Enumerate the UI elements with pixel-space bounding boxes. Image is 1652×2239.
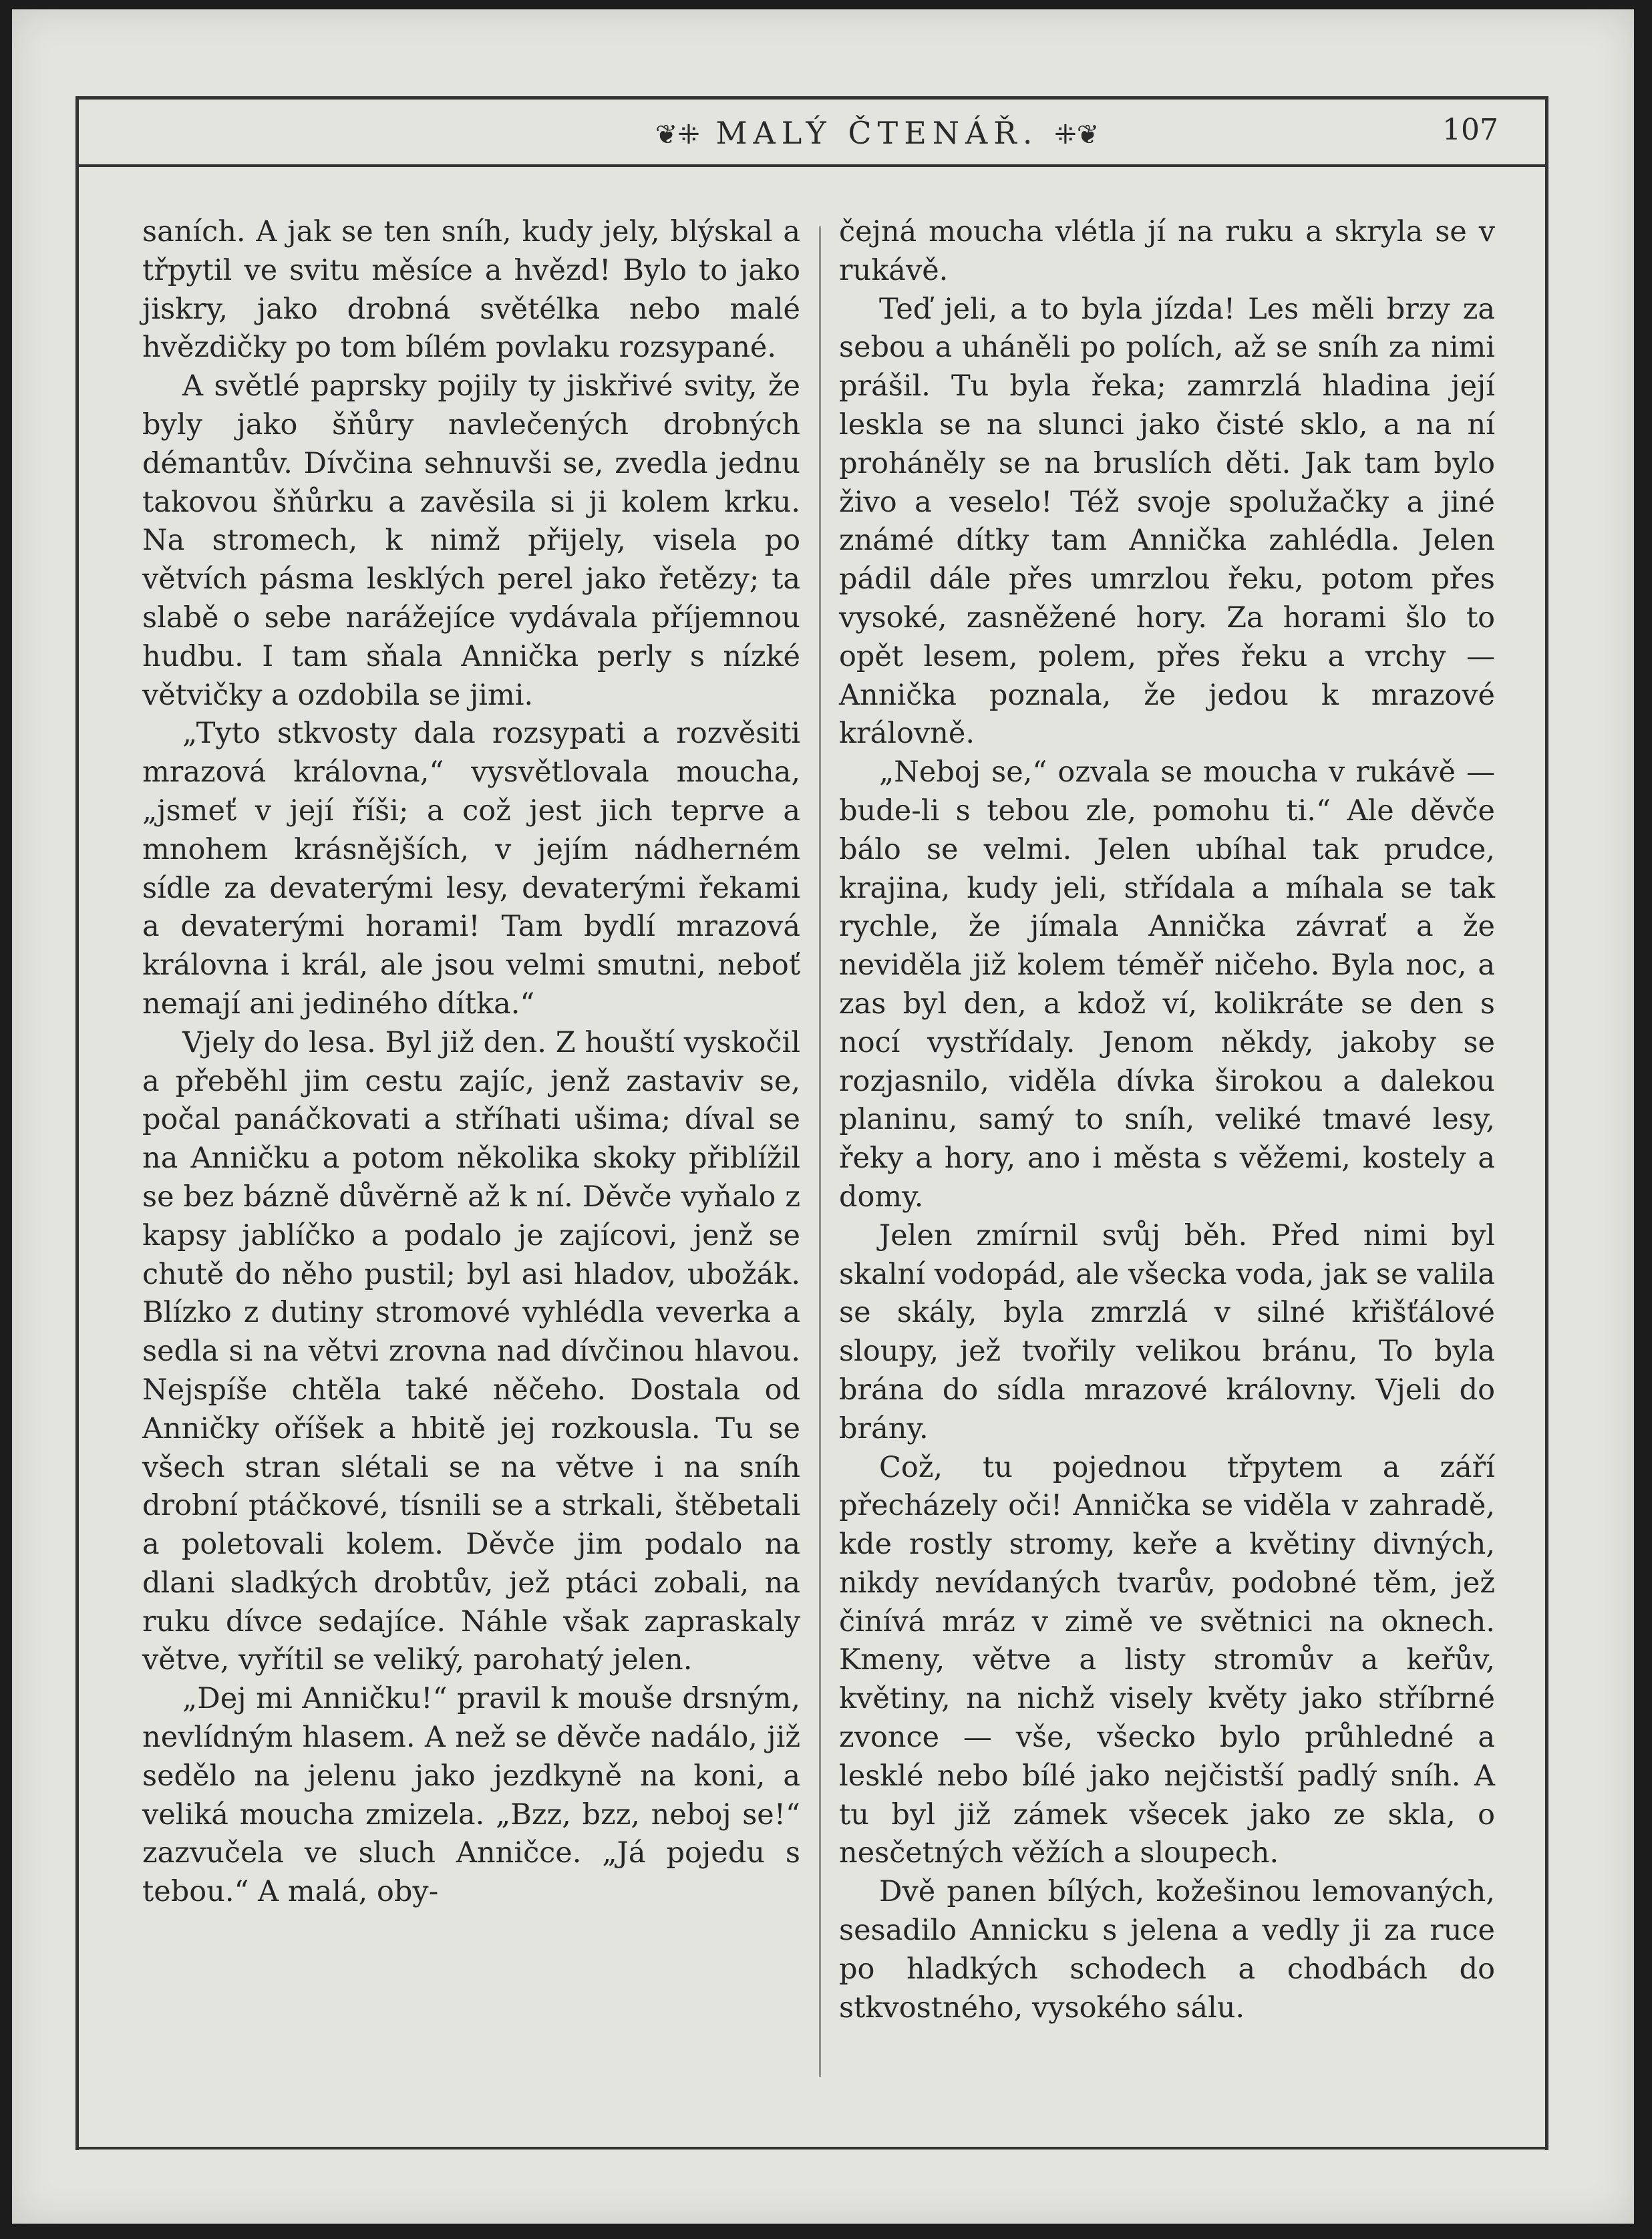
paragraph: saních. A jak se ten sníh, kudy jely, blýskal a třpytil ve svitu měsíce a hvězd! Bylo to jako jiskry, jako drobná světélka nebo malé hvězdičky po tom bílém povlaku rozsypané. bbox=[142, 215, 800, 365]
ornament-left-icon: ❦⁜ bbox=[655, 120, 700, 150]
footer-rule bbox=[75, 2147, 1545, 2149]
page-number: 107 bbox=[1442, 113, 1498, 147]
journal-title bbox=[576, 115, 1178, 151]
ornament-right-icon: ⁜❦ bbox=[1054, 120, 1100, 150]
right-column bbox=[839, 213, 1495, 2027]
scanned-page bbox=[12, 9, 1634, 2224]
paragraph: A světlé paprsky pojily ty jiskřivé svity, že byly jako šňůry navlečených drobných démantův. Dívčina sehnuvši se, zvedla jednu takovou šňůrku a zavěsila si ji kolem krku. Na stromech, k nimž přijely, visela po větvích pásma lesklých perel jako řetězy; ta slabě o sebe narážejíce vydávala příjemnou hudbu. I tam sňala Annička perly s nízké větvičky a ozdobila se jimi. bbox=[142, 369, 800, 712]
paragraph: Jelen zmírnil svůj běh. Před nimi byl skalní vodopád, ale všecka voda, jak se valila se skály, byla zmrzlá v silné křišťálové sloupy, jež tvořily velikou bránu, To byla brána do sídla mrazové královny. Vjeli do brány. bbox=[839, 1218, 1495, 1445]
header-rule bbox=[75, 164, 1545, 167]
paragraph: Vjely do lesa. Byl již den. Z houští vyskočil a přeběhl jim cestu zajíc, jenž zastaviv se, počal panáčkovati a stříhati ušima; díval se na Anničku a potom několika skoky přiblížil se bez bázně důvěrně až k ní. Děvče vyňalo z kapsy jablíčko a podalo je zajícovi, jenž se chutě do něho pustil; byl asi hladov, ubožák. Blízko z dutiny stromové vyhlédla veverka a sedla si na větvi zrovna nad dívčinou hlavou. Nejspíše chtěla také něčeho. Dostala od Anničky oříšek a hbitě jej rozkousla. Tu se všech stran slétali se na větve i na sníh drobní ptáčkové, tísnili se a strkali, štěbetali a poletovali kolem. Děvče jim podalo na dlani sladkých drobtův, jež ptáci zobali, na ruku dívce sedajíce. Náhle však zapraskaly větve, vyřítil se veliký, parohatý jelen. bbox=[142, 1025, 800, 1677]
running-header bbox=[79, 110, 1502, 160]
paragraph: „Dej mi Anničku!“ pravil k mouše drsným, nevlídným hlasem. A než se děvče nadálo, již sedělo na jelenu jako jezdkyně na koni, a veliká moucha zmizela. „Bzz, bzz, neboj se!“ zazvučela ve sluch Anničce. „Já pojedu s tebou.“ A malá, oby- bbox=[142, 1682, 800, 1909]
paragraph: „Neboj se,“ ozvala se moucha v rukávě — bude-li s tebou zle, pomohu ti.“ Ale děvče bálo se velmi. Jelen ubíhal tak prudce, krajina, kudy jeli, střídala a míhala se tak rychle, že jímala Annička závrať a že neviděla již kolem téměř ničeho. Byla noc, a zas byl den, a kdož ví, kolikráte se den s nocí vystřídaly. Jenom někdy, jakoby se rozjasnilo, viděla dívka širokou a dalekou planinu, samý to sníh, veliké tmavé lesy, řeky a hory, ano i města s věžemi, kostely a domy. bbox=[839, 755, 1495, 1214]
paragraph: Dvě panen bílých, kožešinou lemovaných, sesadilo Annicku s jelena a vedly ji za ruce po hladkých schodech a chodbách do stkvostného, vysokého sálu. bbox=[839, 1875, 1495, 2025]
paragraph: „Tyto stkvosty dala rozsypati a rozvěsiti mrazová královna,“ vysvětlovala moucha, „jsmeť v její říši; a což jest jich teprve a mnohem krásnějších, v jejím nádherném sídle za devaterými lesy, devaterými řekami a devaterými horami! Tam bydlí mrazová královna i král, ale jsou velmi smutni, neboť nemají ani jediného dítka.“ bbox=[142, 717, 800, 1021]
column-divider bbox=[819, 226, 821, 2077]
paragraph: Teď jeli, a to byla jízda! Les měli brzy za sebou a uháněli po polích, až se sníh za nimi prášil. Tu byla řeka; zamrzlá hladina její leskla se na slunci jako čisté sklo, a na ní proháněly se na bruslích děti. Jak tam bylo živo a veselo! Též svoje spolužačky a jiné známé dítky tam Annička zahlédla. Jelen pádil dále přes umrzlou řeku, potom přes vysoké, zasněžené hory. Za horami šlo to opět lesem, polem, přes řeku a vrchy — Annička poznala, že jedou k mrazové královně. bbox=[839, 292, 1495, 751]
left-column bbox=[142, 213, 800, 1912]
paragraph: čejná moucha vlétla jí na ruku a skryla se v rukávě. bbox=[839, 215, 1495, 287]
journal-title-text: MALÝ ČTENÁŘ. bbox=[715, 115, 1039, 151]
paragraph: Což, tu pojednou třpytem a září přecházely oči! Annička se viděla v zahradě, kde rostly stromy, keře a květiny divných, nikdy nevídaných tvarův, podobné těm, jež činívá mráz v zimě ve světnici na oknech. Kmeny, větve a listy stromův a keřův, květiny, na nichž visely květy jako stříbrné zvonce — vše, všecko bylo průhledné a lesklé nebo bílé jako nejčistší padlý sníh. A tu byl již zámek všecek jako ze skla, o nesčetných věžích a sloupech. bbox=[839, 1450, 1495, 1870]
